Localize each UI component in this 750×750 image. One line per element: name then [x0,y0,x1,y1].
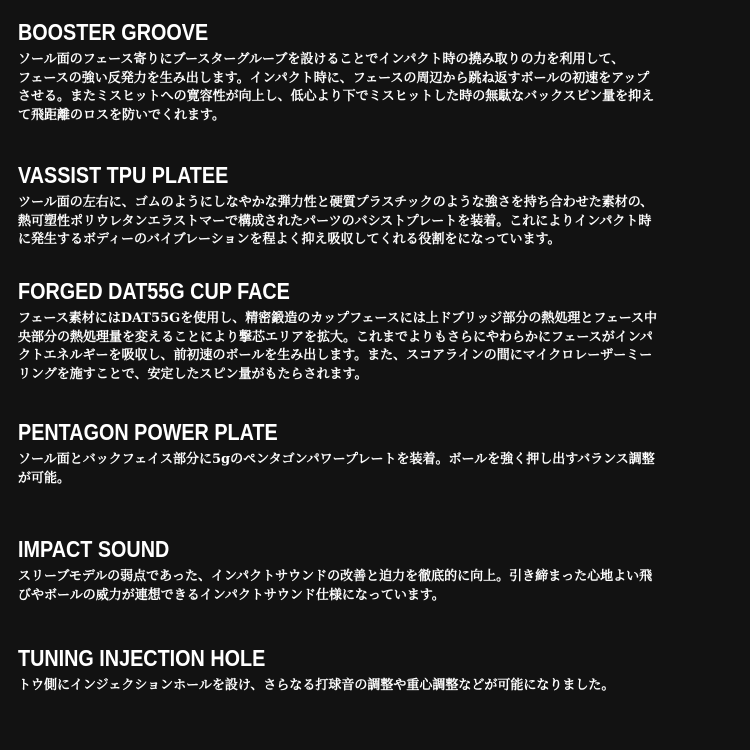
section-title: FORGED DAT55G CUP FACE [18,278,290,304]
section-body [18,51,738,125]
body-line: 央部分の熱処理量を変えることにより撃芯エリアを拡大。これまでよりもさらにやわらかにフェースがインパ [18,329,653,345]
body-line: クトエネルギーを吸収し、前初速のボールを生み出します。また、スコアラインの間にマイクロレーザーミー [18,348,653,363]
section-impact-sound [18,534,738,605]
section-forged-cup-face [18,276,738,384]
body-line: が可能。 [18,470,71,486]
body-line: させる。またミスヒットへの寛容性が向上し、低心より下でミスヒットした時の無駄なバックスピン量を抑え [18,89,655,104]
body-line: ツール面の左右に、ゴムのようにしなやかな弾力性と硬質プラスチックのような強さを持ち合わせた素材の、 [18,195,654,210]
body-line: フェース素材にはDAT55Gを使用し、精密鍛造のカップフェースには上ドブリッジ部分の熱処理とフェース中 [18,311,658,326]
section-title: PENTAGON POWER PLATE [18,419,278,445]
body-line: に発生するボディーのバイブレーションを程よく抑え吸収してくれる役割をになっています。 [18,232,561,247]
section-pentagon-power-plate [18,417,738,488]
section-body [18,194,738,250]
body-line: フェースの強い反発力を生み出します。インパクト時に、フェースの周辺から跳ね返すボールの初速をアップ [18,70,650,86]
section-title: TUNING INJECTION HOLE [18,645,266,671]
section-body [18,310,738,384]
body-line: スリーブモデルの弱点であった、インパクトサウンドの改善と迫力を徹底的に向上。引き締まった心地よい飛 [18,569,653,584]
body-line: ソール面とバックフェイス部分に5gのペンタゴンパワープレートを装着。ボールを強く押し出すバランス調整 [18,452,655,467]
section-title: VASSIST TPU PLATEE [18,162,229,188]
body-line: て飛距離のロスを防いでくれます。 [18,107,225,123]
body-line: 熱可塑性ポリウレタンエラストマーで構成されたパーツのバシストプレートを装着。これによりインパクト時 [18,213,652,229]
section-tuning-injection-hole [18,643,738,696]
body-line: ソール面のフェース寄りにブースターグルーブを設けることでインパクト時の撓み取りの力を利用して、 [18,52,625,67]
section-body [18,568,738,605]
body-line: びやボールの威力が連想できるインパクトサウンド仕様になっています。 [18,587,445,603]
body-line: トウ側にインジェクションホールを設け、さらなる打球音の調整や重心調整などが可能になりました。 [18,678,615,693]
section-body [18,677,738,696]
section-booster-groove [18,17,738,125]
section-title: BOOSTER GROOVE [18,19,209,45]
body-line: リングを施すことで、安定したスピン量がもたらされます。 [18,366,368,382]
section-vassist-tpu-plate [18,160,738,250]
section-title: IMPACT SOUND [18,536,170,562]
section-body [18,451,738,488]
